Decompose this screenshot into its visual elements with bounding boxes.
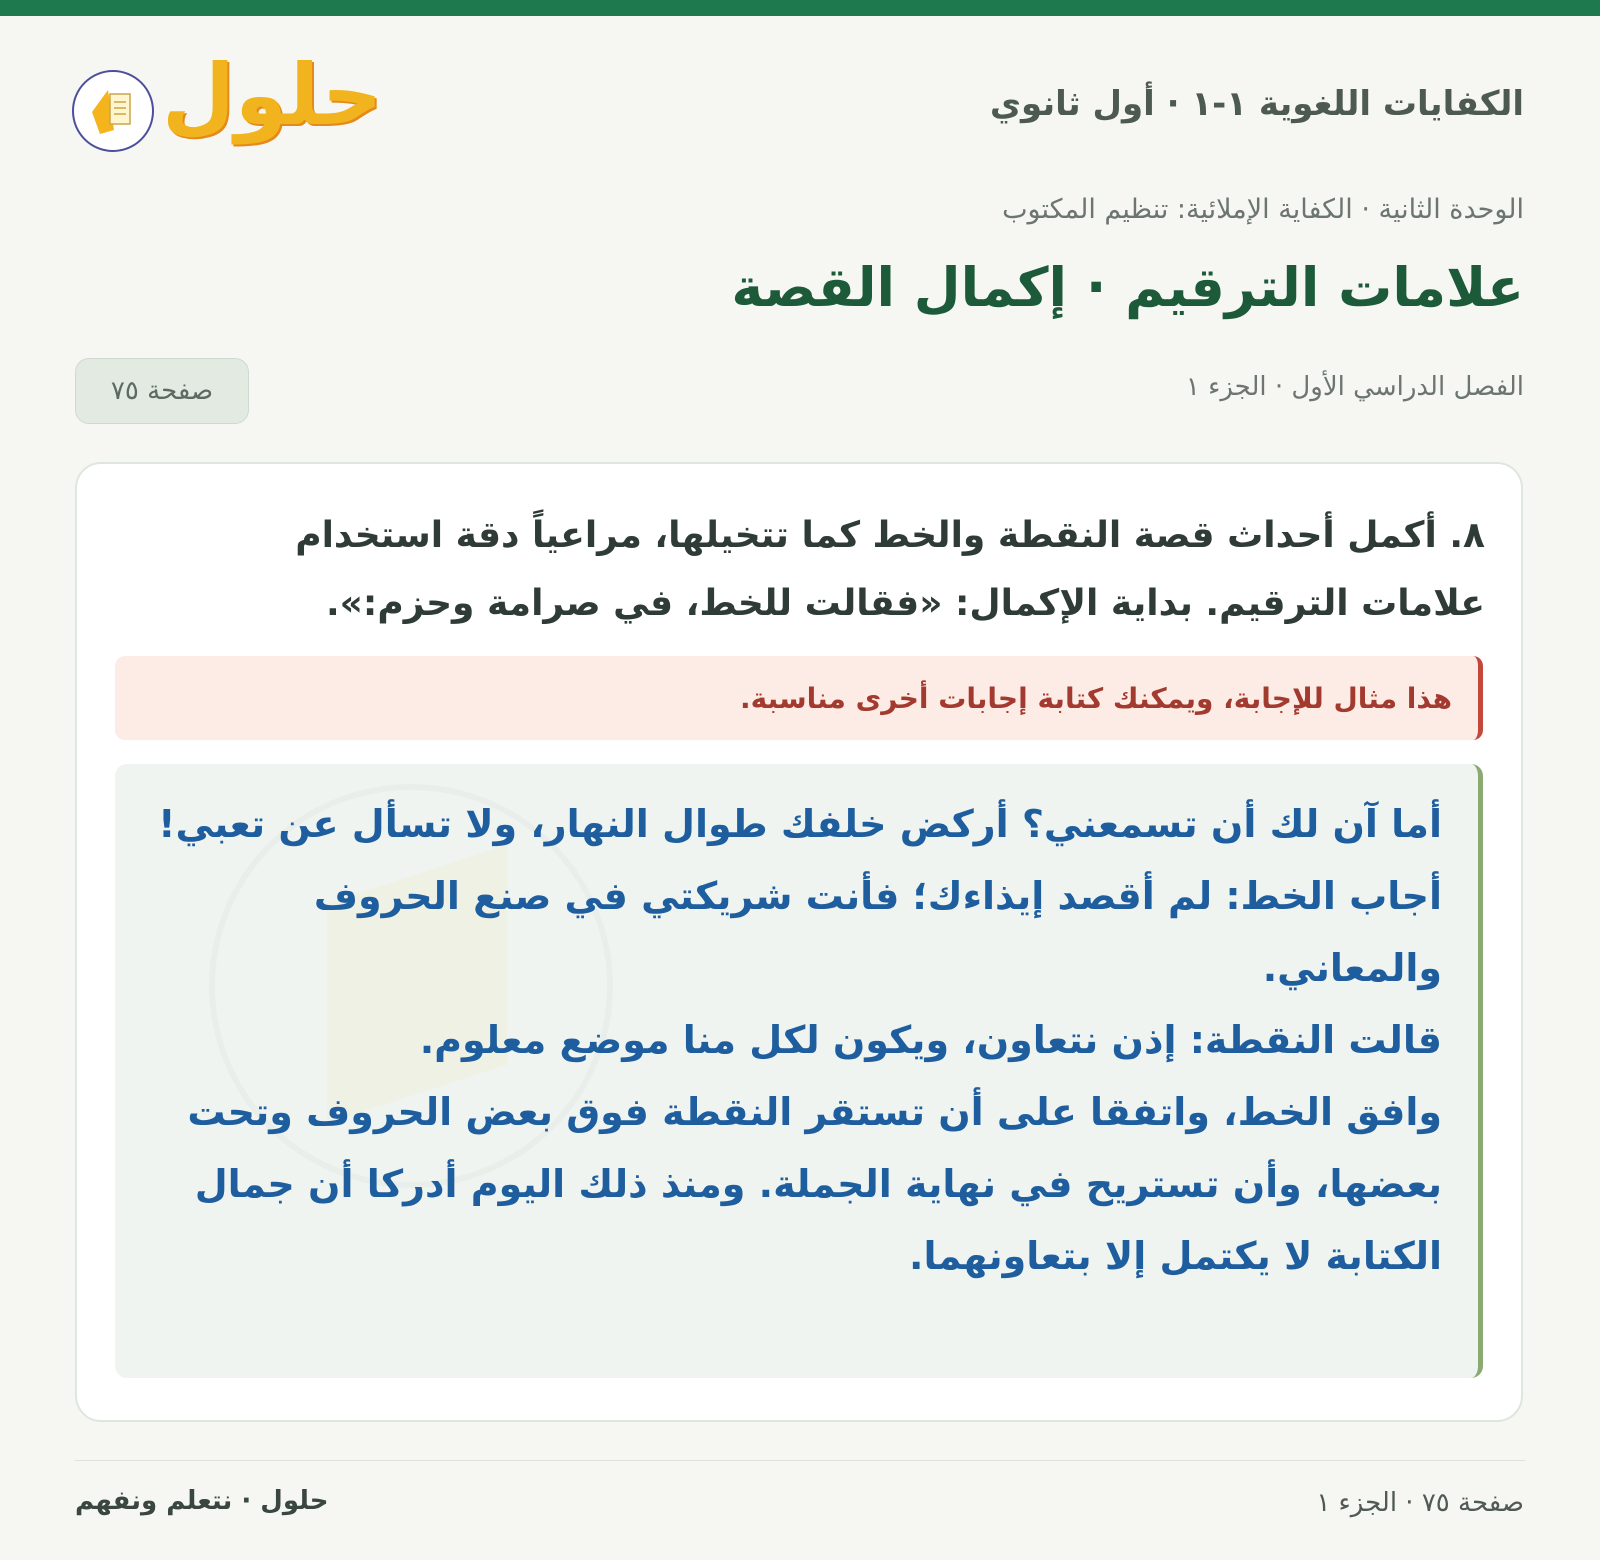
answer-line: أما آن لك أن تسمعني؟ أركض خلفك طوال النهار، ولا تسأل عن تعبي! bbox=[158, 802, 1442, 846]
footer-slogan: حلول · نتعلم ونفهم bbox=[75, 1486, 329, 1516]
answer-note bbox=[115, 656, 1483, 740]
term-label: الفصل الدراسي الأول · الجزء ١ bbox=[1185, 372, 1524, 402]
book-title: الكفايات اللغوية ١-١ · أول ثانوي bbox=[989, 84, 1524, 124]
question-card bbox=[75, 462, 1523, 1422]
top-accent-bar bbox=[0, 0, 1600, 16]
footer-page-info: صفحة ٧٥ · الجزء ١ bbox=[1316, 1488, 1524, 1518]
page-title: علامات الترقيم · إكمال القصة bbox=[731, 256, 1524, 319]
logo-wordmark: حلول bbox=[162, 46, 383, 144]
footer-divider bbox=[75, 1460, 1525, 1461]
question-text: ٨. أكمل أحداث قصة النقطة والخط كما تتخيلها، مراعياً دقة استخدام علامات الترقيم. بداية الإكمال: «فقالت للخط، في صرامة وحزم:». bbox=[295, 515, 1485, 624]
page-number-badge: صفحة ٧٥ bbox=[75, 358, 249, 424]
answer-note-text: هذا مثال للإجابة، ويمكنك كتابة إجابات أخرى مناسبة. bbox=[740, 681, 1452, 715]
answer-line: وافق الخط، واتفقا على أن تستقر النقطة فوق بعض الحروف وتحت بعضها، وأن تستريح في نهاية الجملة. ومنذ ذلك اليوم أدركا أن جمال الكتابة لا يكتمل إلا بتعاونهما. bbox=[187, 1090, 1442, 1278]
answer-line: قالت النقطة: إذن نتعاون، ويكون لكل منا موضع معلوم. bbox=[419, 1018, 1442, 1062]
site-logo[interactable] bbox=[72, 46, 383, 162]
breadcrumb: الوحدة الثانية · الكفاية الإملائية: تنظيم المكتوب bbox=[1002, 194, 1524, 225]
answer-box bbox=[115, 764, 1483, 1378]
logo-book-icon bbox=[72, 70, 154, 152]
answer-line: أجاب الخط: لم أقصد إيذاءك؛ فأنت شريكتي في صنع الحروف والمعاني. bbox=[313, 874, 1442, 990]
